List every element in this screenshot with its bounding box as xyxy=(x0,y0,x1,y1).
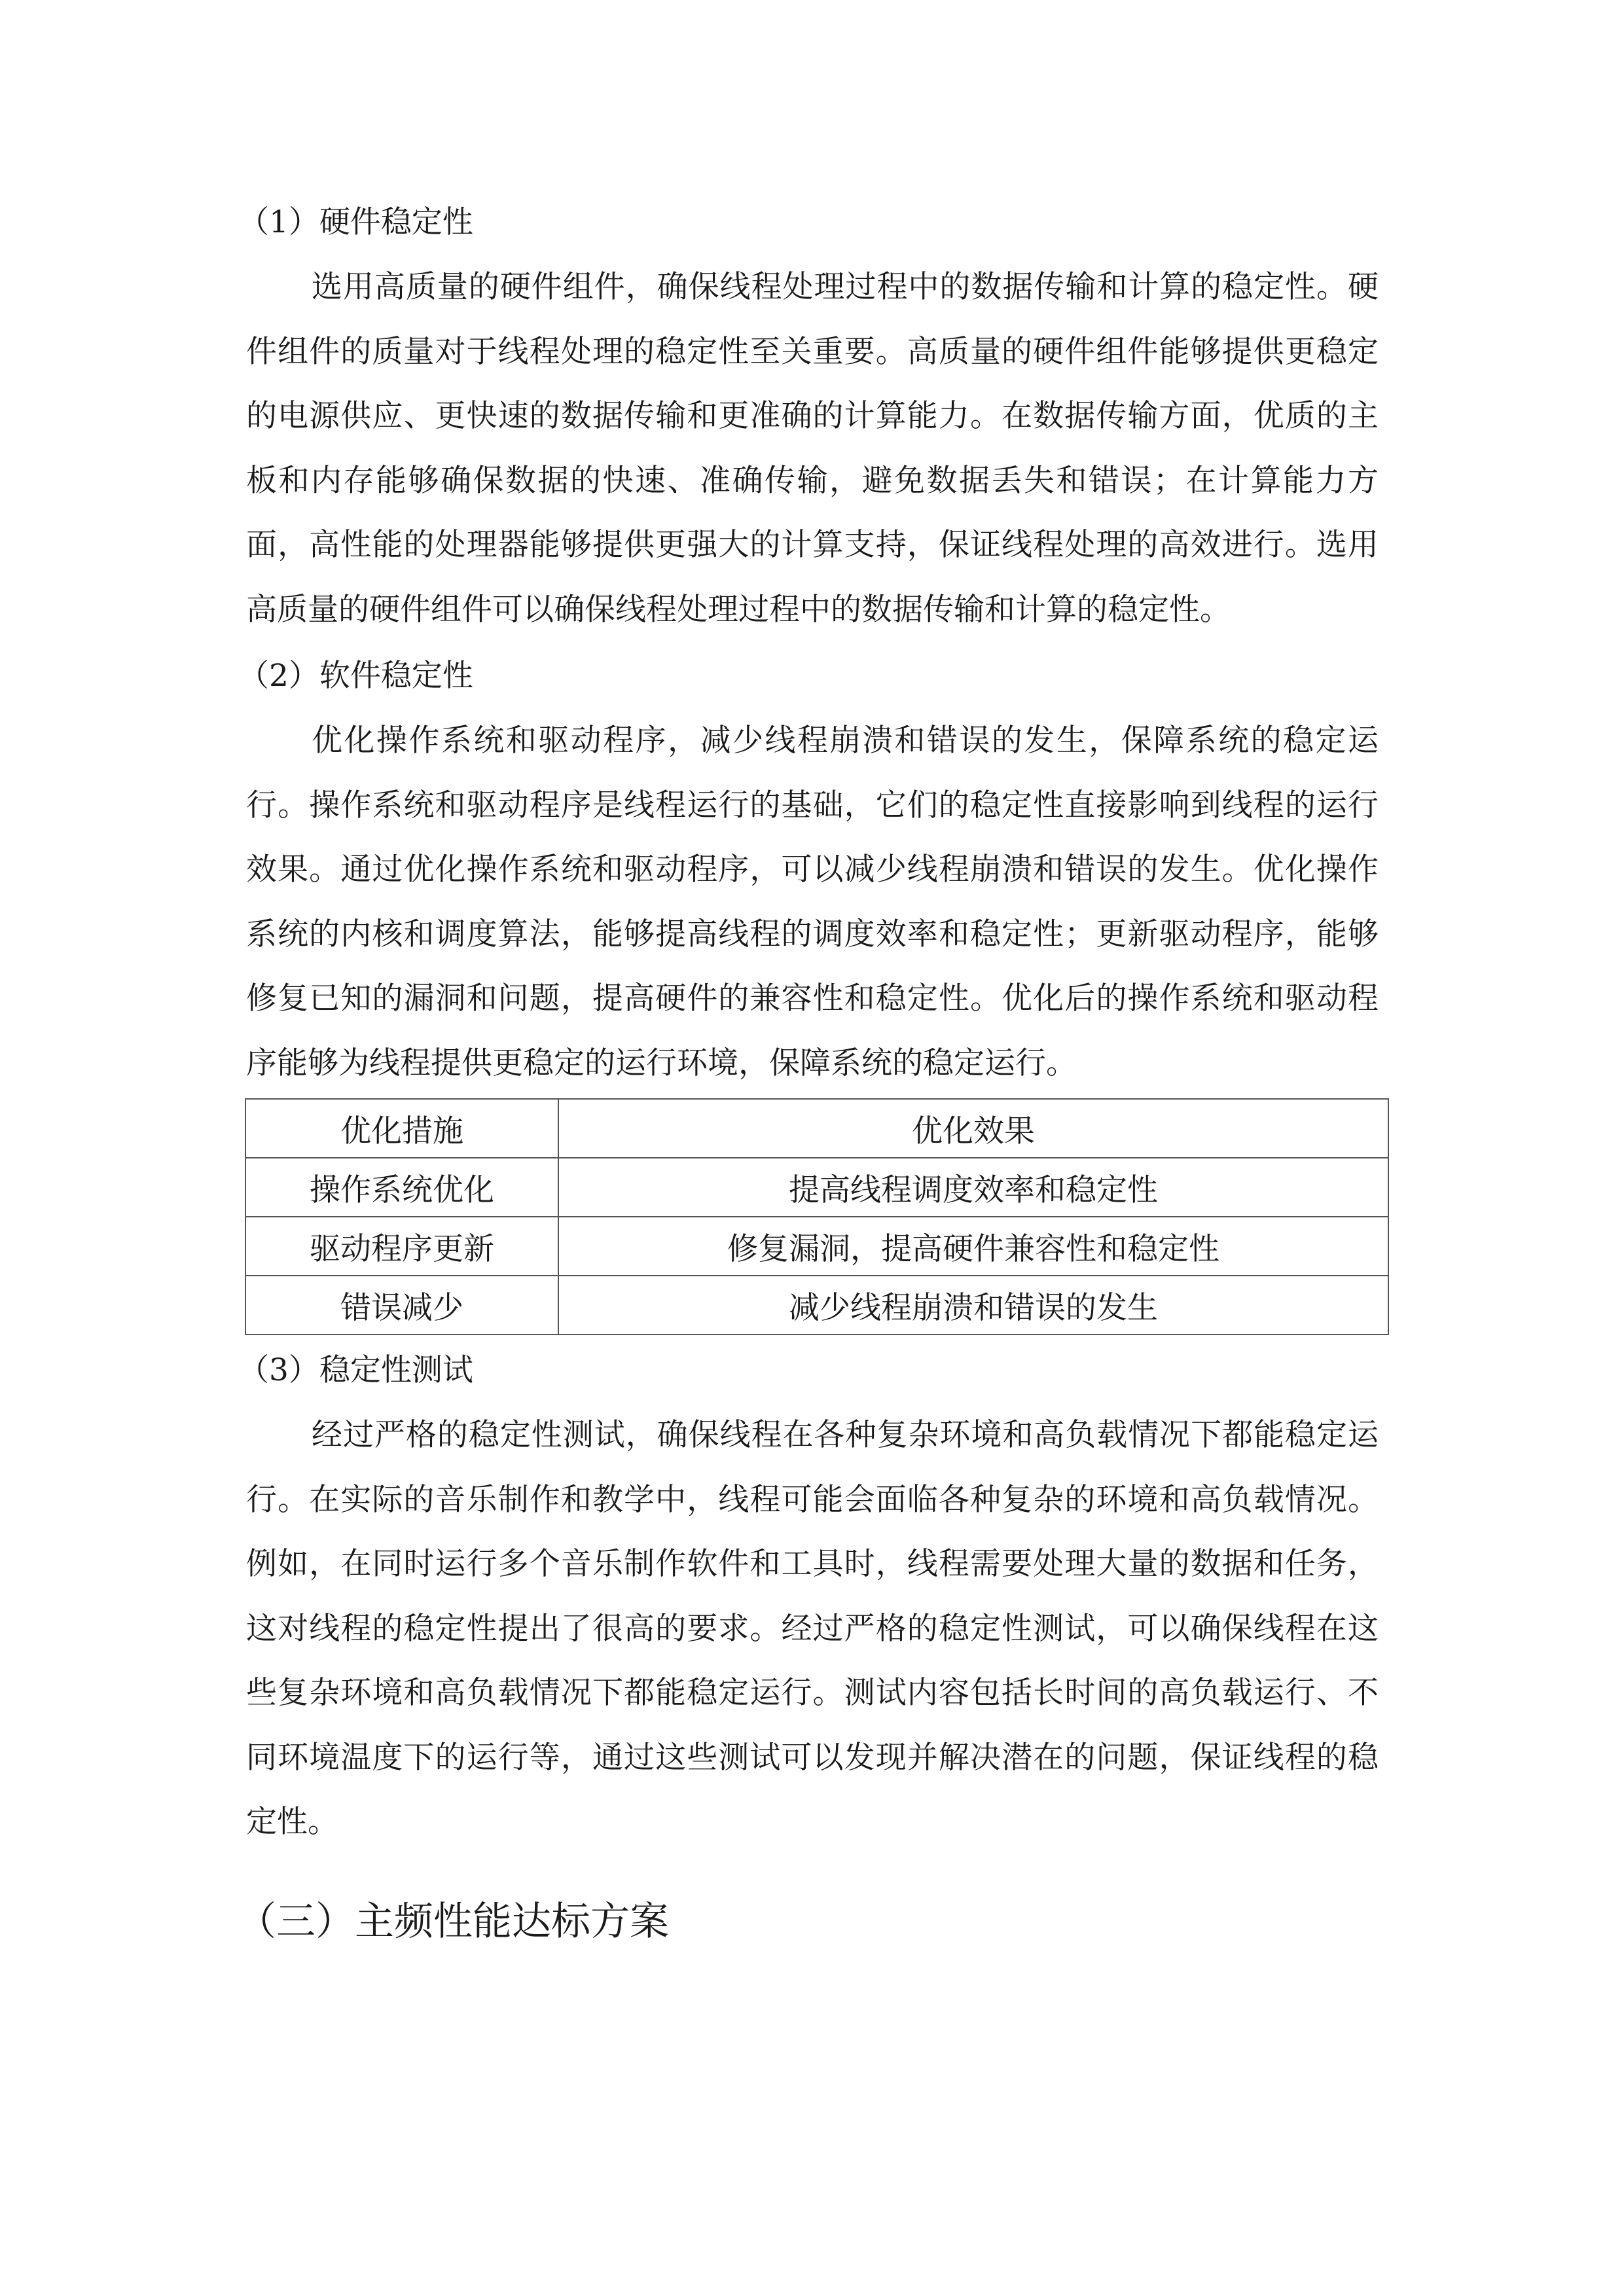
subheading-stability-test: （3）稳定性测试 xyxy=(238,1352,473,1388)
optimization-table xyxy=(245,1098,1389,1335)
paragraph-software-stability: 优化操作系统和驱动程序，减少线程崩溃和错误的发生，保障系统的稳定运行。操作系统和驱动程序是线程运行的基础，它们的稳定性直接影响到线程的运行效果。通过优化操作系统和驱动程序，可以减少线程崩溃和错误的发生。优化操作系统的内核和调度算法，能够提高线程的调度效率和稳定性；更新驱动程序，能够修复已知的漏洞和问题，提高硬件的兼容性和稳定性。优化后的操作系统和驱动程序能够为线程提供更稳定的运行环境，保障系统的稳定运行。 xyxy=(246,723,1379,1081)
table-header-measure: 优化措施 xyxy=(245,1099,558,1158)
paragraph-stability-test: 经过严格的稳定性测试，确保线程在各种复杂环境和高负载情况下都能稳定运行。在实际的音乐制作和教学中，线程可能会面临各种复杂的环境和高负载情况。例如，在同时运行多个音乐制作软件和工具时，线程需要处理大量的数据和任务，这对线程的稳定性提出了很高的要求。经过严格的稳定性测试，可以确保线程在这些复杂环境和高负载情况下都能稳定运行。测试内容包括长时间的高负载运行、不同环境温度下的运行等，通过这些测试可以发现并解决潜在的问题，保证线程的稳定性。 xyxy=(246,1417,1379,1840)
table-cell-measure: 操作系统优化 xyxy=(245,1158,558,1217)
table-row xyxy=(245,1276,1388,1335)
table-cell-measure: 错误减少 xyxy=(245,1276,558,1335)
table-header-row xyxy=(245,1099,1388,1158)
table-cell-effect: 提高线程调度效率和稳定性 xyxy=(558,1158,1388,1217)
section-title: （三）主频性能达标方案 xyxy=(237,1898,669,1945)
paragraph-hardware-stability: 选用高质量的硬件组件，确保线程处理过程中的数据传输和计算的稳定性。硬件组件的质量对于线程处理的稳定性至关重要。高质量的硬件组件能够提供更稳定的电源供应、更快速的数据传输和更准确的计算能力。在数据传输方面，优质的主板和内存能够确保数据的快速、准确传输，避免数据丢失和错误；在计算能力方面，高性能的处理器能够提供更强大的计算支持，保证线程处理的高效进行。选用高质量的硬件组件可以确保线程处理过程中的数据传输和计算的稳定性。 xyxy=(246,269,1379,628)
table-header-effect: 优化效果 xyxy=(558,1099,1388,1158)
table-cell-effect: 修复漏洞，提高硬件兼容性和稳定性 xyxy=(558,1217,1388,1276)
subheading-software-stability: （2）软件稳定性 xyxy=(238,658,473,694)
document-body xyxy=(237,190,1379,1948)
table-cell-effect: 减少线程崩溃和错误的发生 xyxy=(558,1276,1388,1335)
table-cell-measure: 驱动程序更新 xyxy=(245,1217,558,1276)
subheading-hardware-stability: （1）硬件稳定性 xyxy=(238,204,473,240)
table-row xyxy=(245,1217,1388,1276)
table-row xyxy=(245,1158,1388,1217)
